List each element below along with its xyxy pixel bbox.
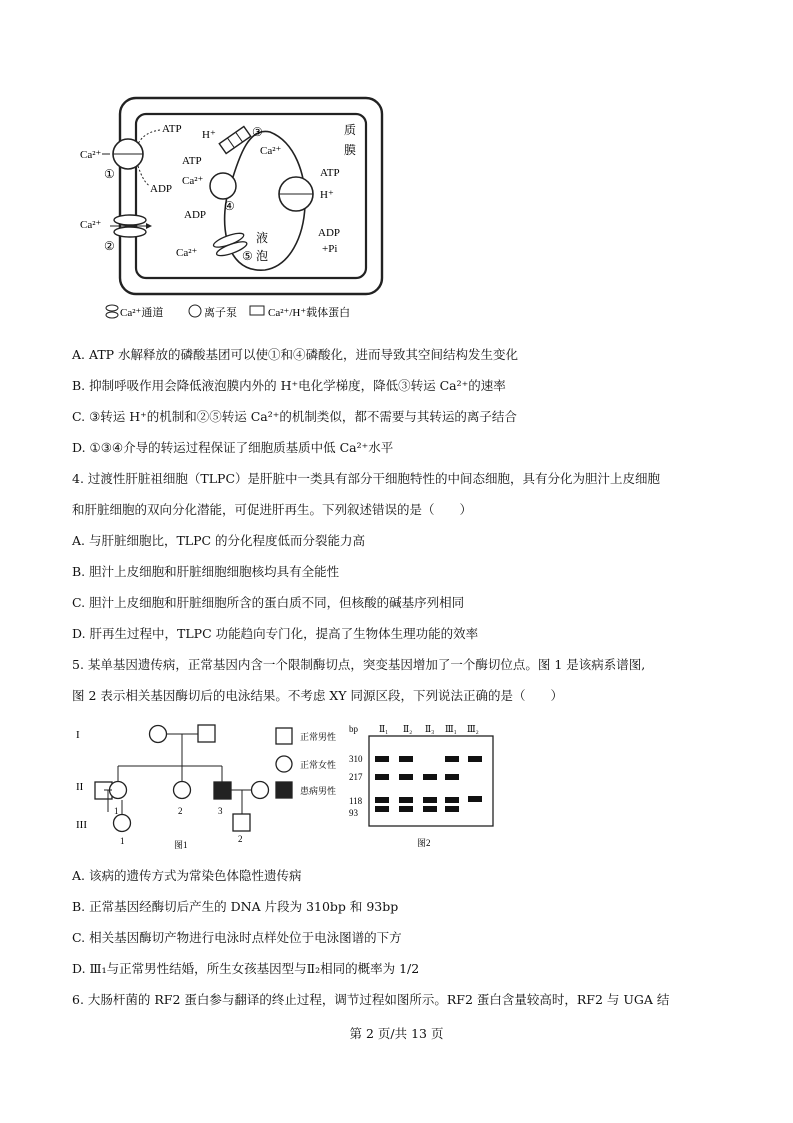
band-iii2-118 bbox=[468, 796, 482, 802]
legend-carrier: Ca²⁺/H⁺载体蛋白 bbox=[268, 307, 351, 319]
q4-option-c: C. 胆汁上皮细胞和肝脏细胞所含的蛋白质不同，但核酸的碱基序列相同 bbox=[72, 595, 465, 610]
band-ii2-217 bbox=[399, 774, 413, 780]
num-1: ① bbox=[104, 167, 115, 181]
adp-label-1: ADP bbox=[150, 183, 173, 195]
q5-stem-1: 5. 某单基因遗传病，正常基因内含一个限制酶切点，突变基因增加了一个酶切位点。图 1 是该病系谱图, bbox=[72, 657, 646, 672]
atp-label-h: ATP bbox=[320, 167, 340, 179]
band-iii2-310 bbox=[468, 756, 482, 762]
ca-label-5: Ca²⁺ bbox=[176, 247, 198, 259]
pedigree-figure bbox=[70, 718, 350, 854]
pedigree-ii-3-spouse bbox=[252, 782, 269, 799]
num-2: ② bbox=[104, 239, 115, 253]
cell-membrane-outer bbox=[120, 98, 382, 294]
gel-lane-2: Ⅱ₂ bbox=[403, 724, 413, 734]
q6-stem: 6. 大肠杆菌的 RF2 蛋白参与翻译的终止过程，调节过程如图所示。RF2 蛋白含量较高时，RF2 与 UGA 结 bbox=[72, 992, 670, 1007]
ca-label-2: Ca²⁺ bbox=[80, 219, 102, 231]
gel-frame bbox=[369, 736, 493, 826]
gel-caption: 图2 bbox=[417, 838, 431, 848]
q4-stem-1: 4. 过渡性肝脏祖细胞（TLPC）是肝脏中一类具有部分干细胞特性的中间态细胞，具有分化为胆汁上皮细胞 bbox=[72, 471, 661, 486]
pedigree-i-male bbox=[198, 725, 215, 742]
legend-carrier-icon bbox=[250, 306, 264, 315]
gel-lane-1: Ⅱ₁ bbox=[379, 724, 389, 734]
adp-label-h: ADP bbox=[318, 227, 341, 239]
page-footer: 第 2 页/共 13 页 bbox=[349, 1026, 444, 1041]
band-ii1-310 bbox=[375, 756, 389, 762]
legend-pump-icon bbox=[189, 305, 201, 317]
q4-option-b: B. 胆汁上皮细胞和肝脏细胞细胞核均具有全能性 bbox=[72, 564, 340, 579]
q5-option-b: B. 正常基因经酶切后产生的 DNA 片段为 310bp 和 93bp bbox=[72, 899, 399, 914]
legend-normal-male: 正常男性 bbox=[300, 732, 337, 742]
legend-normal-male-icon bbox=[276, 728, 292, 744]
h-label-3: H⁺ bbox=[202, 129, 216, 141]
pedigree-ii-1 bbox=[110, 782, 127, 799]
band-iii1-310 bbox=[445, 756, 459, 762]
pi-label-h: +Pi bbox=[322, 243, 338, 255]
q4-option-d: D. 肝再生过程中，TLPC 功能趋向专门化，提高了生物体生理功能的效率 bbox=[72, 626, 479, 641]
pedigree-caption: 图1 bbox=[174, 840, 188, 850]
vacuole-label-2: 泡 bbox=[256, 249, 269, 263]
atp-label-1: ATP bbox=[162, 123, 182, 135]
gel-bp-label: bp bbox=[349, 724, 358, 734]
gel-lane-3: Ⅱ₃ bbox=[425, 724, 435, 734]
band-ii1-118 bbox=[375, 797, 389, 803]
pedigree-iii-2 bbox=[233, 814, 250, 831]
vacuole-label-1: 液 bbox=[256, 231, 269, 245]
band-ii1-93 bbox=[375, 806, 389, 812]
band-iii1-217 bbox=[445, 774, 459, 780]
legend-affected-male-icon bbox=[276, 782, 292, 798]
ii-num-2: 2 bbox=[178, 806, 183, 816]
q4-stem-2: 和肝脏细胞的双向分化潜能，可促进肝再生。下列叙述错误的是（ ） bbox=[72, 502, 473, 517]
pedigree-iii-1 bbox=[114, 815, 131, 832]
q5-option-c: C. 相关基因酶切产物进行电泳时点样处位于电泳图谱的下方 bbox=[72, 930, 402, 945]
iii-num-2: 2 bbox=[238, 834, 243, 844]
legend-affected-male: 患病男性 bbox=[300, 786, 337, 796]
pedigree-i-female bbox=[150, 726, 167, 743]
iii-num-1: 1 bbox=[120, 836, 125, 846]
gel-lane-5: Ⅲ₂ bbox=[467, 724, 479, 734]
cell-transport-diagram bbox=[70, 92, 400, 324]
gen-label-2: II bbox=[76, 781, 84, 793]
ii-num-1: 1 bbox=[114, 806, 119, 816]
ca-channel-2a bbox=[114, 215, 146, 225]
ca-label-3: Ca²⁺ bbox=[260, 145, 282, 157]
ion-pump-4 bbox=[210, 173, 236, 199]
carrier-3 bbox=[219, 126, 250, 153]
gel-figure bbox=[345, 718, 505, 854]
band-ii2-93 bbox=[399, 806, 413, 812]
band-ii2-118 bbox=[399, 797, 413, 803]
ca-label-4: Ca²⁺ bbox=[182, 175, 204, 187]
pedigree-ii-3 bbox=[214, 782, 231, 799]
band-ii2-310 bbox=[399, 756, 413, 762]
atp-label-4: ATP bbox=[182, 155, 202, 167]
num-4: ④ bbox=[224, 199, 235, 213]
q3-option-b: B. 抑制呼吸作用会降低液泡膜内外的 H⁺电化学梯度，降低③转运 Ca²⁺的速率 bbox=[72, 378, 506, 393]
band-iii1-93 bbox=[445, 806, 459, 812]
legend-normal-female: 正常女性 bbox=[300, 760, 337, 770]
legend-channel: Ca²⁺通道 bbox=[120, 307, 164, 319]
num-3: ③ bbox=[252, 125, 263, 139]
legend-pump: 离子泵 bbox=[204, 307, 237, 319]
ca-channel-2b bbox=[114, 227, 146, 237]
gel-size-118: 118 bbox=[349, 796, 363, 806]
membrane-label-1: 质 bbox=[344, 123, 357, 137]
membrane-label-2: 膜 bbox=[344, 143, 357, 157]
ii-num-3: 3 bbox=[218, 806, 223, 816]
band-ii3-217 bbox=[423, 774, 437, 780]
q5-stem-2: 图 2 表示相关基因酶切后的电泳结果。不考虑 XY 同源区段，下列说法正确的是（ ） bbox=[72, 688, 563, 703]
adp-label-4: ADP bbox=[184, 209, 207, 221]
q4-option-a: A. 与肝脏细胞比，TLPC 的分化程度低而分裂能力高 bbox=[72, 533, 366, 548]
gel-size-217: 217 bbox=[349, 772, 363, 782]
gen-label-1: I bbox=[76, 729, 80, 741]
gen-label-3: III bbox=[76, 819, 87, 831]
band-ii3-93 bbox=[423, 806, 437, 812]
q3-option-c: C. ③转运 H⁺的机制和②⑤转运 Ca²⁺的机制类似，都不需要与其转运的离子结合 bbox=[72, 409, 517, 424]
legend-normal-female-icon bbox=[276, 756, 292, 772]
q3-option-d: D. ①③④介导的转运过程保证了细胞质基质中低 Ca²⁺水平 bbox=[72, 440, 394, 455]
gel-size-310: 310 bbox=[349, 754, 363, 764]
pedigree-ii-2 bbox=[174, 782, 191, 799]
ca-label-1: Ca²⁺ bbox=[80, 149, 102, 161]
band-ii1-217 bbox=[375, 774, 389, 780]
num-5: ⑤ bbox=[242, 249, 253, 263]
band-iii1-118 bbox=[445, 797, 459, 803]
h-label-h: H⁺ bbox=[320, 189, 334, 201]
q5-option-d: D. Ⅲ₁与正常男性结婚，所生女孩基因型与Ⅱ₂相同的概率为 1/2 bbox=[72, 961, 420, 976]
q3-option-a: A. ATP 水解释放的磷酸基团可以使①和④磷酸化，进而导致其空间结构发生变化 bbox=[72, 347, 519, 362]
gel-size-93: 93 bbox=[349, 808, 358, 818]
gel-lane-4: Ⅲ₁ bbox=[445, 724, 457, 734]
band-ii3-118 bbox=[423, 797, 437, 803]
q5-option-a: A. 该病的遗传方式为常染色体隐性遗传病 bbox=[72, 868, 302, 883]
